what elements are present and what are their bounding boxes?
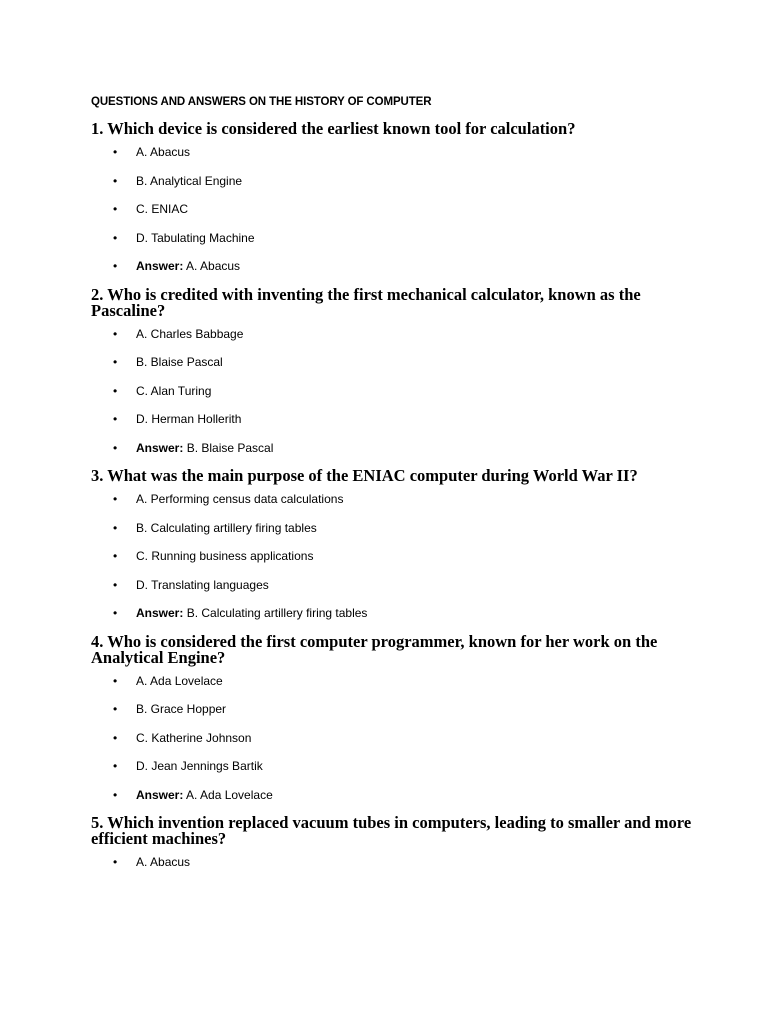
option-text: D. Jean Jennings Bartik	[136, 759, 263, 773]
option-item	[91, 701, 711, 717]
bullet-icon: •	[113, 492, 118, 506]
bullet-icon: •	[113, 230, 118, 245]
option-text: B. Blaise Pascal	[136, 355, 223, 369]
bullet-icon: •	[113, 326, 118, 341]
bullet-icon: •	[113, 549, 118, 563]
option-text: C. ENIAC	[136, 202, 189, 216]
option-text: D. Tabulating Machine	[136, 230, 255, 245]
option-item	[91, 230, 711, 246]
option-text: C. Alan Turing	[136, 383, 212, 398]
answer-text: A. Ada Lovelace	[186, 787, 273, 802]
bullet-icon: •	[113, 173, 118, 188]
option-text: A. Abacus	[136, 145, 191, 159]
question-list	[91, 121, 711, 870]
question-block	[91, 815, 711, 870]
answer-label: Answer:	[136, 606, 184, 620]
bullet-icon: •	[113, 606, 118, 620]
answer-text: A. Abacus	[186, 259, 241, 273]
option-list	[91, 144, 711, 274]
option-item	[91, 144, 711, 160]
answer-item	[91, 605, 711, 621]
option-item	[91, 354, 711, 370]
bullet-icon: •	[113, 259, 118, 273]
option-text: A. Abacus	[136, 855, 191, 869]
bullet-icon: •	[113, 759, 118, 773]
option-item	[91, 730, 711, 746]
option-text: A. Ada Lovelace	[136, 673, 223, 688]
question-block	[91, 121, 711, 274]
option-text: B. Grace Hopper	[136, 702, 227, 716]
bullet-icon: •	[113, 787, 118, 802]
bullet-icon: •	[113, 145, 118, 159]
option-item	[91, 854, 711, 870]
option-item	[91, 758, 711, 774]
option-item	[91, 173, 711, 189]
option-text: B. Calculating artillery firing tables	[136, 520, 317, 535]
bullet-icon: •	[113, 577, 118, 592]
bullet-icon: •	[113, 202, 118, 216]
option-item	[91, 577, 711, 593]
bullet-icon: •	[113, 355, 118, 369]
document-title: QUESTIONS AND ANSWERS ON THE HISTORY OF COMPUTER	[91, 96, 432, 108]
answer-text: B. Calculating artillery firing tables	[186, 606, 368, 620]
bullet-icon: •	[113, 412, 118, 426]
option-item	[91, 520, 711, 536]
bullet-icon: •	[113, 730, 118, 745]
bullet-icon: •	[113, 440, 118, 455]
document-body	[91, 94, 711, 883]
bullet-icon: •	[113, 520, 118, 535]
question-block	[91, 631, 711, 803]
bullet-icon: •	[113, 702, 118, 716]
option-list	[91, 326, 711, 456]
option-text: B. Analytical Engine	[136, 173, 243, 188]
answer-label: Answer:	[136, 259, 184, 273]
question-text: 3. What was the main purpose of the ENIAC computer during World War II?	[91, 466, 638, 485]
question-text: 1. Which device is considered the earliest known tool for calculation?	[91, 119, 576, 138]
answer-text: B. Blaise Pascal	[186, 440, 274, 455]
bullet-icon: •	[113, 673, 118, 688]
question-text: 4. Who is considered the first computer programmer, known for her work on the Analytical Engine?	[91, 631, 658, 667]
option-text: C. Running business applications	[136, 549, 314, 563]
option-item	[91, 548, 711, 564]
option-item	[91, 326, 711, 342]
option-item	[91, 673, 711, 689]
option-item	[91, 201, 711, 217]
option-text: D. Translating languages	[136, 577, 269, 592]
option-list	[91, 491, 711, 621]
option-item	[91, 491, 711, 507]
answer-label: Answer:	[136, 787, 184, 802]
option-list	[91, 854, 711, 870]
option-text: A. Performing census data calculations	[136, 492, 344, 506]
bullet-icon: •	[113, 855, 118, 869]
question-block	[91, 284, 711, 456]
option-text: C. Katherine Johnson	[136, 730, 252, 745]
option-item	[91, 383, 711, 399]
option-item	[91, 411, 711, 427]
bullet-icon: •	[113, 383, 118, 398]
answer-item	[91, 787, 711, 803]
answer-item	[91, 258, 711, 274]
question-block	[91, 468, 711, 621]
option-list	[91, 673, 711, 803]
question-text: 2. Who is credited with inventing the first mechanical calculator, known as the Pascaline?	[91, 284, 641, 320]
option-text: D. Herman Hollerith	[136, 412, 242, 426]
answer-label: Answer:	[136, 440, 184, 455]
question-text: 5. Which invention replaced vacuum tubes in computers, leading to smaller and more efficient machines?	[91, 813, 692, 848]
option-text: A. Charles Babbage	[136, 326, 244, 341]
answer-item	[91, 440, 711, 456]
